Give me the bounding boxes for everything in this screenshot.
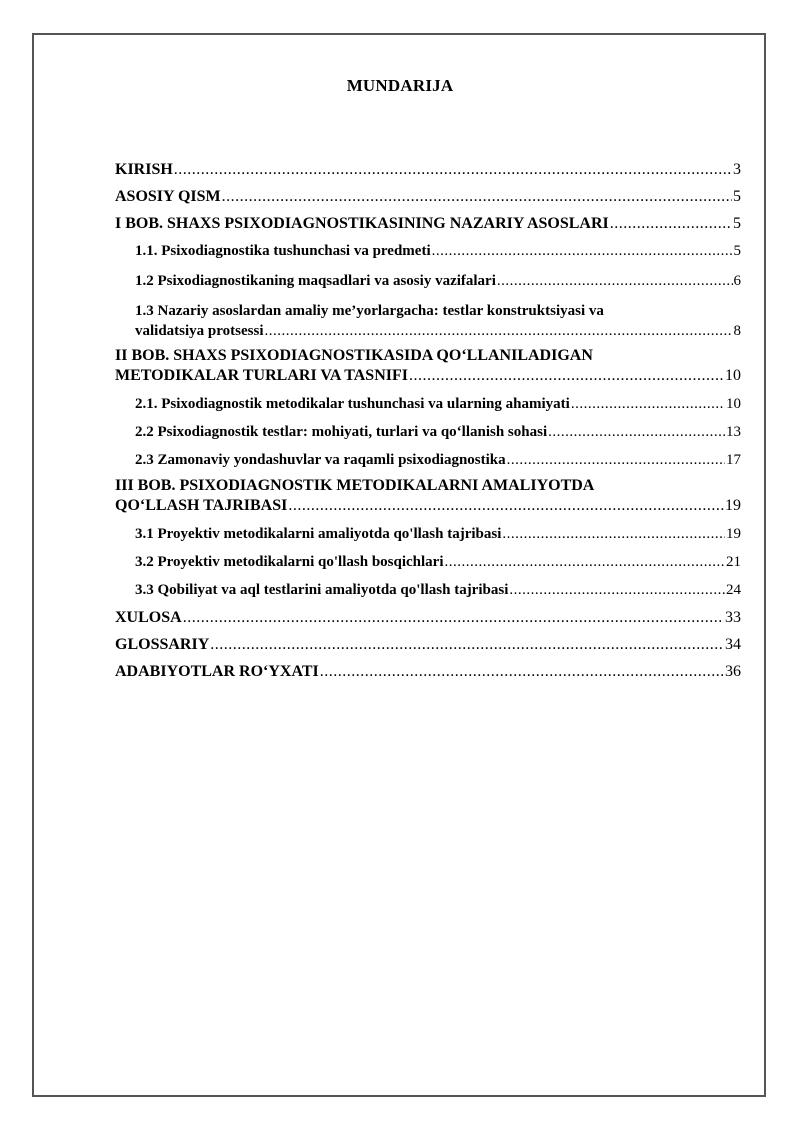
toc-page-number: 8 [733,323,741,339]
toc-leader-dots [265,321,733,341]
toc-entry-xulosa[interactable] [115,608,741,628]
toc-leader-dots [183,608,724,628]
toc-entry-section-3-2[interactable] [115,552,741,572]
toc-page-number: 19 [726,526,741,542]
toc-leader-dots [222,187,732,207]
toc-entry-label: 2.1. Psixodiagnostik metodikalar tushunchasi va ularning ahamiyati [135,396,570,412]
toc-leader-dots [174,160,732,180]
toc-entry-chapter-2[interactable] [115,346,741,386]
toc-entry-section-1-3[interactable] [115,301,741,341]
toc-leader-dots [610,214,732,234]
toc-page-number: 34 [725,636,741,653]
toc-entry-label: 1.2 Psixodiagnostikaning maqsadlari va asosiy vazifalari [135,273,496,289]
toc-leader-dots [288,496,724,516]
toc-entry-label: 1.1. Psixodiagnostika tushunchasi va predmeti [135,243,431,259]
toc-page-number: 21 [726,554,741,570]
table-of-contents [115,160,741,682]
toc-leader-dots [432,241,733,261]
toc-page-number: 5 [733,215,741,232]
page-title: MUNDARIJA [346,76,454,95]
toc-page-number: 17 [726,452,741,468]
toc-leader-dots [571,394,725,414]
toc-entry-label: ADABIYOTLAR RO‘YXATI [115,663,319,680]
toc-entry-glossariy[interactable] [115,635,741,655]
toc-leader-dots [548,422,725,442]
toc-entry-chapter-3[interactable] [115,476,741,516]
toc-page-number: 36 [725,663,741,680]
toc-page-number: 10 [725,367,741,384]
toc-entry-section-2-2[interactable] [115,422,741,442]
toc-leader-dots [502,524,725,544]
toc-entry-section-2-3[interactable] [115,450,741,470]
toc-page-number: 5 [733,243,741,259]
toc-entry-label-line1: 1.3 Nazariy asoslardan amaliy me’yorlargacha: testlar konstruktsiyasi va [135,303,604,319]
toc-leader-dots [497,271,733,291]
toc-entry-section-1-1[interactable] [115,241,741,261]
toc-entry-label-line1: II BOB. SHAXS PSIXODIAGNOSTIKASIDA QO‘LLANILADIGAN [115,347,593,364]
toc-leader-dots [509,580,725,600]
toc-page-number: 24 [726,582,741,598]
toc-page-number: 33 [725,609,741,626]
toc-entry-label-line2: validatsiya protsessi [135,323,264,339]
toc-page-number: 3 [733,161,741,178]
toc-entry-section-2-1[interactable] [115,394,741,414]
toc-entry-kirish[interactable] [115,160,741,180]
toc-page-number: 19 [725,497,741,514]
toc-leader-dots [320,662,724,682]
toc-page-number: 13 [726,424,741,440]
toc-leader-dots [409,366,724,386]
toc-entry-label: 3.3 Qobiliyat va aql testlarini amaliyotda qo'llash tajribasi [135,582,509,598]
toc-entry-label: XULOSA [115,609,182,626]
toc-entry-adabiyotlar[interactable] [115,662,741,682]
toc-entry-label: 2.2 Psixodiagnostik testlar: mohiyati, turlari va qo‘llanish sohasi [135,424,548,440]
toc-leader-dots [445,552,725,572]
toc-page-number: 5 [733,188,741,205]
toc-entry-chapter-1[interactable] [115,214,741,234]
toc-entry-section-3-3[interactable] [115,580,741,600]
toc-entry-label-line1: III BOB. PSIXODIAGNOSTIK METODIKALARNI AMALIYOTDA [115,477,595,494]
toc-entry-label: I BOB. SHAXS PSIXODIAGNOSTIKASINING NAZARIY ASOSLARI [115,215,609,232]
toc-leader-dots [210,635,724,655]
toc-entry-asosiy-qism[interactable] [115,187,741,207]
toc-entry-label: ASOSIY QISM [115,188,221,205]
toc-entry-label-line2: METODIKALAR TURLARI VA TASNIFI [115,367,408,384]
toc-entry-section-3-1[interactable] [115,524,741,544]
toc-page-number: 10 [726,396,741,412]
toc-entry-label-line2: QO‘LLASH TAJRIBASI [115,497,288,514]
toc-page-number: 6 [733,273,741,289]
toc-entry-section-1-2[interactable] [115,271,741,291]
toc-entry-label: 2.3 Zamonaviy yondashuvlar va raqamli psixodiagnostika [135,452,506,468]
toc-entry-label: KIRISH [115,161,173,178]
toc-entry-label: GLOSSARIY [115,636,210,653]
toc-leader-dots [507,450,725,470]
toc-entry-label: 3.2 Proyektiv metodikalarni qo'llash bosqichlari [135,554,444,570]
toc-entry-label: 3.1 Proyektiv metodikalarni amaliyotda qo'llash tajribasi [135,526,502,542]
